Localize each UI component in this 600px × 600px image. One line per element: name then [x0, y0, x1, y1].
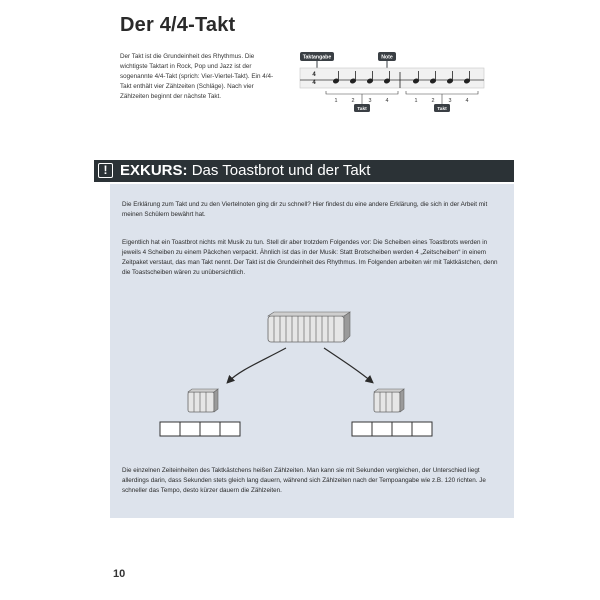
bar-brackets	[326, 91, 478, 104]
exkurs-paragraph-3: Die einzelnen Zeiteinheiten des Taktkästchens heißen Zählzeiten. Man kann sie mit Sekunden vergleichen, der Unterschied liegt allerdings darin, dass Sekunden stets gleich lang dauern, während sich Zählzeiten nach der Tempoangabe wie z.B. 120 richten. Je schneller das Tempo, desto kürzer dauern die Zählzeiten.	[122, 467, 486, 494]
note-label: Note	[381, 54, 393, 61]
rhythm-staff-figure	[298, 50, 488, 120]
page-title: Der 4/4-Takt	[120, 14, 236, 36]
time-signature-top: 4	[312, 72, 316, 78]
count-label: 4	[465, 98, 469, 104]
arrow-right	[324, 348, 372, 382]
exkurs-header-bar	[94, 160, 514, 182]
exkurs-paragraph-1: Die Erklärung zum Takt und zu den Viertelnoten ging dir zu schnell? Hier findest du eine andere Erklärung, die sich in der Arbeit mit meinen Schülern bewährt hat.	[122, 201, 488, 218]
bar-label-2	[434, 104, 450, 112]
count-label: 3	[448, 98, 452, 104]
exkurs-title	[120, 161, 370, 181]
bar-label-1	[354, 104, 370, 112]
count-labels	[335, 98, 469, 104]
exclamation-icon: !	[98, 163, 113, 178]
measure-boxes-right	[352, 422, 432, 436]
count-label: 2	[431, 98, 435, 104]
count-label: 4	[385, 98, 389, 104]
toast-diagram	[110, 300, 514, 450]
bar-label-text: Takt	[357, 107, 367, 112]
staff-background	[300, 68, 484, 88]
time-signature-bottom: 4	[312, 80, 316, 86]
count-label: 2	[351, 98, 355, 104]
time-signature-callout	[300, 52, 334, 68]
exkurs-paragraph-2: Eigentlich hat ein Toastbrot nichts mit Musik zu tun. Stell dir aber trotzdem Folgendes vor: Die Scheiben eines Toastbrots werden in jeweils 4 Scheiben zu einem Päckchen verpackt. Ähnlich ist das in der Musik: Statt Brotscheiben werden 4 „Zeitscheiben“ in einem Zeitpaket verstaut, das man Takt nennt. Der Takt ist die Grundeinheit des Rhythmus. Im Folgenden arbeiten wir mit Taktkästchen, denn die Toastscheiben wären zu unübersichtlich.	[122, 239, 498, 276]
count-label: 3	[368, 98, 372, 104]
toast-pack-left-icon	[188, 389, 218, 412]
bar-label-text: Takt	[437, 107, 447, 112]
measure-boxes-left	[160, 422, 240, 436]
count-label: 1	[334, 98, 338, 104]
exkurs-keyword: EXKURS:	[120, 162, 188, 179]
toast-loaf-icon	[268, 312, 350, 342]
count-label: 1	[414, 98, 418, 104]
exkurs-title-text: Das Toastbrot und der Takt	[191, 162, 371, 179]
intro-text: Der Takt ist die Grundeinheit des Rhythmus. Die wichtigste Taktart in Rock, Pop und Jazz ist der sogenannte 4/4-Takt (sprich: Vier-Viertel-Takt). Ein 4/4-Takt enthält vier Zählzeiten (Schläge). Nach vier Zählzeiten beginnt der nächste Takt.	[120, 53, 274, 100]
note-callout	[378, 52, 396, 68]
page-number: 10	[113, 568, 126, 580]
time-signature-label: Taktangabe	[302, 54, 332, 61]
arrow-left	[228, 348, 286, 382]
toast-pack-right-icon	[374, 389, 404, 412]
